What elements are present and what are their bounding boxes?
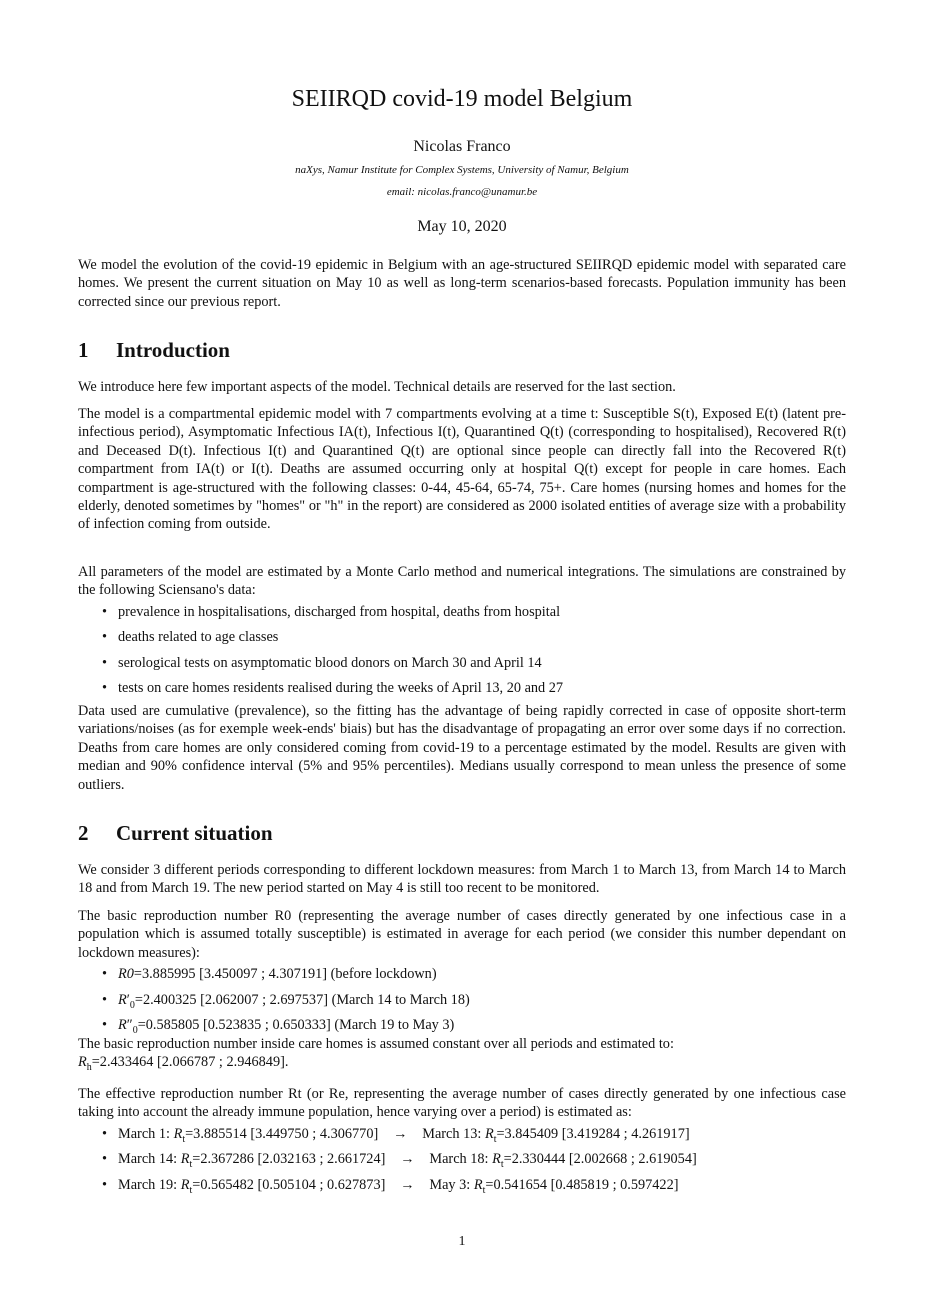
r0-value: =3.885995 [3.450097 ; 4.307191] (before lockdown) <box>133 966 437 983</box>
r0-double-prime-value: =0.585805 [0.523835 ; 0.650333] (March 19 to May 3) <box>137 1017 455 1034</box>
rt-to-date: March 13: <box>422 1125 485 1142</box>
rt-from-value: =3.885514 [3.449750 ; 4.306770] <box>185 1125 379 1142</box>
paper-title: SEIIRQD covid-19 model Belgium <box>291 86 633 112</box>
r0-double-prime-mark: ″ <box>126 1017 133 1034</box>
care-home-r0-value: =2.433464 [2.066787 ; 2.946849]. <box>91 1054 289 1071</box>
arrow-icon: → <box>393 1125 408 1142</box>
arrow-icon: → <box>400 1176 415 1193</box>
paper-date: May 10, 2020 <box>417 218 507 235</box>
intro-p2-text: The model is a compartmental epidemic model with 7 compartments evolving at a time t: Susceptible S(t), Exposed E(t) (latent pre-infectious period), Asymptomatic Infectious IA(t), Infectious I(t), Quarantined Q(t) (corresponding to hospitalised), Recovered R(t) and Deceased D(t). Infectious I(t) and Quarantined Q(t) are optional since people can directly fall into the Recovered R(t) compartment from IA(t) or I(t). Deaths are assumed occurring only at hospital Q(t) except for people in care homes. Each compartment is age-structured with the following classes: 0-44, 45-64, 65-74, 75+. Care homes (nursing homes and homes for the elderly, denoted sometimes by "homes" or "h" in the report) are considered as 2000 isolated entities of average size with a probability of infection coming from outside. <box>78 406 846 533</box>
r0-symbol: R0 <box>118 966 134 983</box>
situation-paragraph-4 <box>78 1085 846 1194</box>
list-item: • $R''_0=0.585805$ [0.523835 ; 0.650333] (March 19 to May 3) <box>78 1016 846 1034</box>
situation-p2-text: The basic reproduction number R0 (representing the average number of cases directly generated by one infectious case in a population which is assumed totally susceptible) is estimated in average for each period (we consider this number dependant on lockdown measures): <box>78 908 846 961</box>
author-name: Nicolas Franco <box>413 138 511 155</box>
list-item: • deaths related to age classes <box>78 628 846 654</box>
list-item: • $R'_0=2.400325$ [2.062007 ; 2.697537] (March 14 to March 18) <box>78 991 846 1017</box>
intro-paragraph-2 <box>78 405 846 534</box>
list-item: • March 1: $R_t=3.885514$ [3.449750 ; 4.306770] → March 13: $R_t=3.845409$ [3.419284 ; 4.261917] <box>78 1125 846 1151</box>
rt-list <box>78 1125 846 1194</box>
rt-from-date: March 1: <box>118 1125 174 1142</box>
section-heading-current-situation <box>78 821 273 846</box>
intro-paragraph-4 <box>78 702 846 794</box>
rt-from-value: =0.565482 [0.505104 ; 0.627873] <box>192 1176 386 1193</box>
author-email: email: nicolas.franco@unamur.be <box>386 186 538 198</box>
list-item <box>78 965 846 991</box>
rt-from-date: March 14: <box>118 1151 181 1168</box>
section-title: Current situation <box>116 821 273 845</box>
intro-p4-text: Data used are cumulative (prevalence), so the fitting has the advantage of being rapidly corrected in case of opposite short-term variations/noises (as for exemple week-ends' biais) but has the disadvantage of propagating an error over some days if no correction. Deaths from care homes are only considered coming from covid-19 to a percentage estimated by the model. Results are given with median and 90% confidence interval (5% and 95% percentiles). Medians usually correspond to mean unless the presence of some outliers. <box>78 703 846 793</box>
rt-to-value: =2.330444 [2.002668 ; 2.619054] <box>503 1151 697 1168</box>
page-number: 1 <box>458 1234 466 1249</box>
intro-p3-text: All parameters of the model are estimated by a Monte Carlo method and numerical integrations. The simulations are constrained by the following Sciensano's data: <box>78 564 846 599</box>
arrow-icon: → <box>400 1151 415 1168</box>
section-number: 1 <box>78 338 89 362</box>
r0-list <box>78 965 846 1037</box>
r0-prime-mark: ′ <box>126 991 130 1008</box>
list-item: • March 19: $R_t=0.565482$ [0.505104 ; 0.627873] → May 3: $R_t=0.541654$ [0.485819 ; 0.597422] <box>78 1176 846 1194</box>
abstract <box>78 256 846 311</box>
author-affiliation: naXys, Namur Institute for Complex Systems, University of Namur, Belgium <box>295 164 629 176</box>
situation-p1-text: We consider 3 different periods corresponding to different lockdown measures: from March 1 to March 13, from March 14 to March 18 and from March 19. The new period started on May 4 is still too recent to be monitored. <box>78 862 846 897</box>
intro-paragraph-3 <box>78 563 846 698</box>
section-heading-introduction <box>78 338 230 363</box>
rt-to-date: May 3: <box>429 1176 474 1193</box>
list-item: • March 14: $R_t=2.367286$ [2.032163 ; 2.661724] → March 18: $R_t=2.330444$ [2.002668 ; 2.619054] <box>78 1150 846 1176</box>
list-item: • prevalence in hospitalisations, discharged from hospital, deaths from hospital <box>78 603 846 629</box>
intro-p1-text: We introduce here few important aspects of the model. Technical details are reserved for the last section. <box>78 379 676 395</box>
list-item: • tests on care homes residents realised during the weeks of April 13, 20 and 27 <box>78 679 846 697</box>
section-number: 2 <box>78 821 89 845</box>
care-home-r0-intro: The basic reproduction number inside care homes is assumed constant over all periods and estimated to: <box>78 1035 674 1052</box>
care-home-r0-text: The basic reproduction number inside care homes is assumed constant over all periods and estimated to: $R_h=2.433464$ [2.066787 ; 2.946849]. <box>78 1035 674 1073</box>
rt-to-value: =3.845409 [3.419284 ; 4.261917] <box>496 1125 690 1142</box>
rt-from-value: =2.367286 [2.032163 ; 2.661724] <box>192 1151 386 1168</box>
intro-paragraph-1 <box>78 378 846 396</box>
situation-p4-text: The effective reproduction number Rt (or Re, representing the average number of cases directly generated by one infectious case taking into account the already immune population, hence varying over a period) is estimated as: <box>78 1086 846 1121</box>
rt-from-date: March 19: <box>118 1176 181 1193</box>
r0-prime-value: =2.400325 [2.062007 ; 2.697537] (March 14 to March 18) <box>134 991 470 1008</box>
situation-paragraph-1 <box>78 861 846 898</box>
list-item: • serological tests on asymptomatic blood donors on March 30 and April 14 <box>78 654 846 680</box>
section-title: Introduction <box>116 338 230 362</box>
rt-to-value: =0.541654 [0.485819 ; 0.597422] <box>485 1176 679 1193</box>
abstract-text: We model the evolution of the covid-19 epidemic in Belgium with an age-structured SEIIRQD epidemic model with separated care homes. We present the current situation on May 10 as well as long-term scenarios-based forecasts. Population immunity has been corrected since our previous report. <box>78 257 846 310</box>
situation-paragraph-2 <box>78 907 846 1077</box>
data-sources-list <box>78 603 846 698</box>
rt-to-date: March 18: <box>429 1151 493 1168</box>
